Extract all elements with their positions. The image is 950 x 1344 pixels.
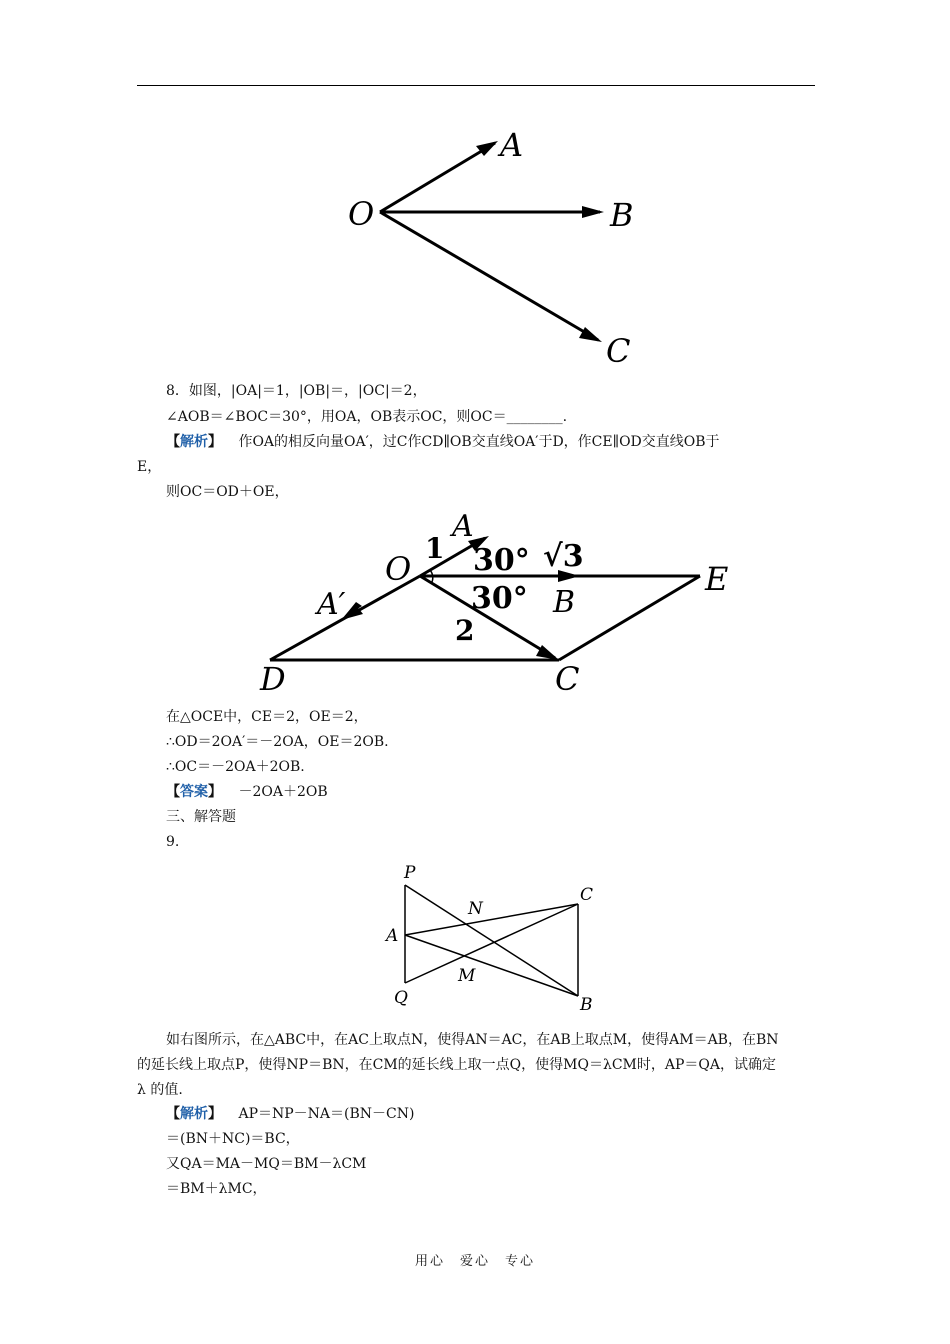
label-angle1: 30° bbox=[473, 543, 530, 578]
label-b: B bbox=[610, 196, 634, 234]
label-o: O bbox=[385, 550, 412, 588]
answer-line: 【答案】 －2OA＋2OB bbox=[166, 784, 328, 800]
label-a: A bbox=[452, 509, 474, 544]
label-a: A bbox=[386, 926, 399, 946]
line-ce bbox=[559, 576, 700, 660]
page-footer: 用心 爱心 专心 bbox=[414, 1254, 535, 1269]
problem8-then-line: 则OC＝OD＋OE， bbox=[166, 484, 289, 500]
label-n: N bbox=[468, 899, 483, 919]
problem8-line1: 8．如图，|OA|＝1，|OB|＝，|OC|＝2， bbox=[166, 383, 427, 399]
label-q: Q bbox=[394, 988, 408, 1008]
label-c: C bbox=[606, 332, 631, 370]
analysis-tag-9: 解析 bbox=[180, 1106, 208, 1122]
problem8-analysis: 【解析】 作OA的相反向量OA′，过C作CD∥OB交直线OA′于D，作CE∥OD交直线OB于 bbox=[166, 434, 720, 450]
label-b: B bbox=[553, 585, 576, 620]
label-p: P bbox=[404, 863, 416, 883]
label-d: D bbox=[260, 660, 286, 698]
label-sqrt3: √3 bbox=[543, 539, 584, 574]
label-a-prime: A′ bbox=[317, 587, 346, 622]
label-angle2: 30° bbox=[471, 581, 528, 616]
header-rule bbox=[137, 85, 815, 86]
problem9-line6: 又QA＝MA－MQ＝BM－λCM bbox=[166, 1156, 367, 1172]
section3-heading: 三、解答题 bbox=[166, 809, 236, 825]
label-o: O bbox=[348, 195, 375, 233]
problem9-line1: 如右图所示，在△ABC中，在AC上取点N，使得AN＝AC，在AB上取点M，使得AM＝AB，在BN bbox=[166, 1032, 779, 1048]
label-c: C bbox=[580, 885, 594, 905]
label-m: M bbox=[458, 966, 476, 986]
label-a: A bbox=[500, 126, 524, 164]
answer-text: －2OA＋2OB bbox=[238, 784, 328, 800]
label-b: B bbox=[580, 995, 593, 1015]
answer-tag: 答案 bbox=[180, 784, 208, 800]
problem9-line7: ＝BM＋λMC， bbox=[166, 1181, 267, 1197]
triangle-figure-9 bbox=[380, 858, 600, 1018]
solution8-line2: ∴OD＝2OA′＝－2OA，OE＝2OB. bbox=[166, 734, 389, 750]
analysis-text-9: AP＝NP－NA＝(BN－CN) bbox=[238, 1106, 415, 1122]
problem9-line3: λ 的值. bbox=[137, 1082, 183, 1098]
line-ac bbox=[405, 904, 578, 935]
line-pb bbox=[405, 885, 578, 996]
label-c: C bbox=[555, 660, 580, 698]
label-two: 2 bbox=[455, 614, 475, 647]
analysis-text: 作OA的相反向量OA′，过C作CD∥OB交直线OA′于D，作CE∥OD交直线OB于 bbox=[238, 434, 720, 450]
problem9-number: 9. bbox=[166, 834, 180, 850]
vector-figure-oabc bbox=[330, 120, 660, 370]
parallelogram-figure bbox=[255, 508, 745, 698]
label-e: E bbox=[705, 560, 729, 598]
arrowhead-b bbox=[582, 206, 604, 218]
problem9-line2: 的延长线上取点P，使得NP＝BN，在CM的延长线上取一点Q，使得MQ＝λCM时，AP＝QA，试确定 bbox=[137, 1057, 777, 1073]
analysis-tag: 解析 bbox=[180, 434, 208, 450]
vector-oa bbox=[380, 143, 495, 212]
vector-oc bbox=[380, 212, 598, 340]
solution8-line3: ∴OC＝－2OA＋2OB. bbox=[166, 759, 305, 775]
problem9-analysis: 【解析】 AP＝NP－NA＝(BN－CN) bbox=[166, 1106, 415, 1122]
problem8-analysis-cont: E， bbox=[137, 459, 162, 475]
problem9-line5: ＝(BN＋NC)＝BC， bbox=[166, 1131, 300, 1147]
solution8-line1: 在△OCE中，CE＝2，OE＝2， bbox=[166, 709, 368, 725]
label-one: 1 bbox=[425, 532, 445, 565]
problem8-line2: ∠AOB＝∠BOC＝30°，用OA，OB表示OC，则OC＝________. bbox=[166, 409, 568, 425]
